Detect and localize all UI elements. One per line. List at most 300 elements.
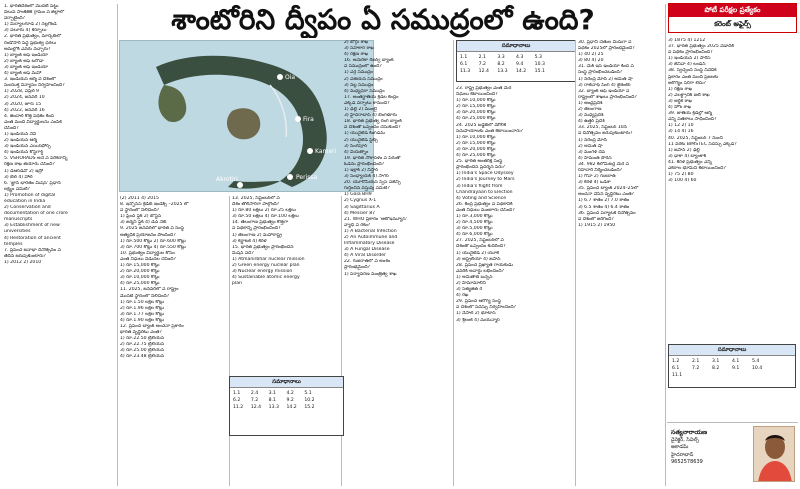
answer-cell xyxy=(322,390,340,397)
question-line: 1) యునైటెడ్ 2) యూకే xyxy=(456,250,499,256)
author-details xyxy=(671,429,751,467)
question-line: దేశం తొలిసారిగా పాల్గొంది? xyxy=(232,202,280,208)
question-line: రెండోసారి పెద్ద ప్రభుత్వ ధరలు xyxy=(4,40,57,46)
map-label: Oia xyxy=(285,74,296,81)
badge-bottom-label: కరెంట్ అఫైర్స్ xyxy=(669,17,796,32)
question-line: documentation of one crore xyxy=(4,211,68,217)
question-line: 3) జెనీవా 4) లండన్ xyxy=(668,62,706,68)
question-line: 1) 40 2) 25 xyxy=(578,52,604,58)
answer-cell: 2.1 xyxy=(692,359,700,364)
question-line: 2) Conservation and xyxy=(4,205,51,211)
question-line: 2) బొగ్గు శాఖ xyxy=(344,40,369,45)
badge-top-label: పోటీ పరీక్షల ప్రత్యేకం xyxy=(669,4,796,17)
question-line: ఎకరాల భూమిని కేటాయించింది? xyxy=(668,165,726,171)
answer-cell xyxy=(692,372,712,379)
question-line: 21. WHO ప్రకారం 'ఆటోఇమ్యూన్' xyxy=(344,216,407,222)
question-line: 1) రూ.10,000 కోట్లు xyxy=(456,98,496,104)
answer-cell xyxy=(772,358,792,365)
question-line: 2) హేమామాలిని xyxy=(456,281,486,286)
question-line: 1) రూ.22.50 ట్రిలియన్ xyxy=(120,336,165,342)
column-3 xyxy=(232,196,340,366)
map-label: Kamari xyxy=(315,148,337,155)
answer-cell xyxy=(732,372,752,379)
answer-cell: 1.1 xyxy=(233,391,241,396)
question-line: ఏ స్థానంలో నిలిచింది? xyxy=(120,208,160,214)
question-line: 3) 6.5 శాతం 4) 6.4 శాతం xyxy=(578,204,630,210)
column-4 xyxy=(344,40,452,486)
question-line: 2) Cygnus X-1 xyxy=(344,198,377,204)
question-line: 31. మేక్ ఇన్ ఇండియా కింద ఏ xyxy=(578,64,634,70)
question-line: 18. భారత ప్రభుత్వ రంగ బ్యాంక్ xyxy=(344,119,402,125)
column-divider xyxy=(229,196,230,486)
answer-cell: 11.2 xyxy=(233,405,244,410)
answer-cell: 6.2 xyxy=(233,398,241,403)
author-phone: 9652578639 xyxy=(671,459,703,465)
question-line: 1) రూ.1.50 లక్షల కోట్లు xyxy=(120,299,165,305)
question-line: 3) మధ్యప్రదేశ్ xyxy=(578,113,604,119)
column-divider xyxy=(575,40,576,486)
question-line: తేదీన జరుపుకుంటారు? xyxy=(4,253,46,259)
question-line: 39. జాతీయ క్రీడల్లో ఆర్మీ xyxy=(668,111,712,117)
question-line: 1) గోవా 2) గుజరాత్ xyxy=(578,174,616,180)
question-line: 3) నల్ల సముద్రం xyxy=(344,82,374,88)
question-line: 32. బ్యాంక్ ఆఫ్ ఇండియా ఏ xyxy=(578,88,630,94)
column-2 xyxy=(120,196,228,486)
answers-box-mid xyxy=(456,40,576,82)
question-line: ప్రకారం ఎంత మంది ప్రజలకు xyxy=(668,74,719,80)
question-line: Inflammatory Disease xyxy=(344,241,395,247)
question-line: 1) ఢిల్లీ 2) ముంబై xyxy=(344,107,377,113)
question-line: 4) హేమంత్ సొరేన్ xyxy=(578,155,612,161)
question-line: 4) Sustainable atomic energy xyxy=(232,275,300,281)
question-line: ఏ దినోత్సవం జరుపుకుంటారు? xyxy=(578,131,633,137)
question-line: universities xyxy=(4,229,31,235)
question-line: 3) రాజ్‌నాథ్ సింగ్ 4) జైశంకర్ xyxy=(578,82,631,88)
answer-cell: 9.4 xyxy=(515,62,524,67)
question-line: 1) మిర్యాలగూడ 2) నల్లగొండ xyxy=(4,22,57,28)
question-line: 1) Gaia BH9 xyxy=(344,192,372,198)
answer-cell: 7.2 xyxy=(250,398,259,403)
answers-box-left xyxy=(229,376,344,436)
page-headline: శాంటోరిని ద్వీపం ఏ సముద్రంలో ఉంది? xyxy=(171,3,595,36)
question-line: నిధులు కేటాయించింది? xyxy=(456,92,498,98)
question-line: సంస్థ ప్రారంభించబడింది? xyxy=(578,70,623,76)
question-line: 25. భారత అంతరిక్ష సంస్థ xyxy=(456,159,503,165)
author-role: డైరెక్టర్, సివిల్స్ xyxy=(671,436,699,443)
question-line: ఎంత నిధులు మంజూరు చేసింది? xyxy=(456,207,515,213)
question-line: 4) మధ్యధరా సముద్రం xyxy=(344,88,385,94)
question-line: ఏ దేశంతో ఒప్పందం చేసుకుంది? xyxy=(344,125,401,131)
question-line: 3) ఏలూరు 4) కర్నూలు xyxy=(4,28,47,34)
question-line: 4) బ్యాంక్ ఆఫ్ మహా xyxy=(4,71,42,77)
question-line: 3) రూ.50 లక్షలు 4) రూ.100 లక్షలు xyxy=(232,214,299,220)
answer-cell: 3.1 xyxy=(268,391,276,396)
santorini-map-image xyxy=(119,40,374,192)
question-line: 17. అంతర్జాతీయ క్రీడల కేంద్రం xyxy=(344,94,399,100)
question-line: 28. ప్రపంచ ప్రఖ్యాత గాయకుడు xyxy=(456,262,514,268)
question-line: 2) బ్యాంక్ ఆఫ్ బరోడా xyxy=(4,58,44,64)
question-line: 27. 2025, సెప్టెంబర్‌లో ఏ xyxy=(456,238,504,244)
question-line: 4. జిందాల్ కొత్త పథకం కింద xyxy=(4,113,54,119)
answer-cell: 11.1 xyxy=(672,373,683,378)
question-line: 4) రూ.25,000 కోట్లు xyxy=(456,116,496,122)
question-line: 2) రూ.15,000 కోట్లు xyxy=(456,104,496,110)
question-line: గుర్తించిన వస్తువు ఏమిటి? xyxy=(344,186,390,192)
question-line: 3) 100 4) 60 xyxy=(668,178,697,184)
answer-cell xyxy=(553,54,572,61)
question-line: 2) ఏజియన్ సముద్రం xyxy=(344,76,383,82)
answer-cell: 3.3 xyxy=(497,55,505,60)
question-line: 1) రూ.10,000 కోట్లు xyxy=(456,134,496,140)
question-line: రక్షణ శాఖ తయారు చేసింది? xyxy=(4,162,55,168)
question-line: 2) తెలంగాణ xyxy=(578,107,602,113)
question-line: temples xyxy=(4,241,23,247)
question-line: 4) Messier 87 xyxy=(344,210,376,216)
question-line: 3) జర్మనీ ఫ్లెక్ 4) డచ్ నెట్ xyxy=(120,220,167,226)
question-line: 2. భారత ప్రభుత్వం, మార్కెట్‌లో xyxy=(4,34,62,40)
question-line: 4) Voting and Science xyxy=(456,195,507,201)
question-line: 3) సింగపూర్ xyxy=(344,143,368,149)
column-divider xyxy=(665,4,666,486)
author-name: సత్యనారాయణ xyxy=(671,429,708,436)
question-line: 3) కర్ణాటక 4) కేరళ xyxy=(232,238,267,244)
column-divider xyxy=(341,196,342,486)
question-line: 8. ఇన్ఫోసిస్ క్రెడిట్ ఇండెక్స్ –2025 లో xyxy=(120,202,189,208)
question-line: 22. గుజరాత్‌లో ఏ అంశం xyxy=(344,259,391,265)
question-line: 2) రూ.4,500 కోట్లు xyxy=(456,220,493,226)
question-line: 3) 2020, జూన్ 15 xyxy=(4,101,42,107)
question-line: సంయుక్త విన్యాసం నిర్వహించింది? xyxy=(4,83,65,89)
question-line: 1) రూ.15,000 కోట్లు xyxy=(120,263,160,269)
question-line: 2) An Autoimmune and xyxy=(344,235,398,240)
question-line: 3) A Fungal Disease xyxy=(344,247,390,253)
question-line: 1) 1915 2) 1950 xyxy=(578,222,616,228)
answer-cell: 12.4 xyxy=(250,405,262,410)
question-line: 3) రూ.700 కోట్లు 4) రూ.550 కోట్లు xyxy=(120,244,186,250)
answer-cell: 10.3 xyxy=(534,62,545,67)
question-line: ఎంత మంది విద్యార్థులను ఎంపిక xyxy=(4,119,62,125)
author-card xyxy=(667,422,798,486)
question-line: 37. భారత ప్రభుత్వం 2025 ఏడాదికి xyxy=(668,44,734,50)
answers-box-right xyxy=(668,344,796,388)
question-line: 4) రూ.23.48 ట్రిలియన్ xyxy=(120,354,165,360)
answer-cell xyxy=(553,61,572,68)
question-line: విలువ సాంకేతిక గ్రామం ఏ జిల్లాలో xyxy=(4,10,65,16)
question-line: 2) యునైటెడ్ స్టేట్స్ xyxy=(344,137,378,143)
question-line: ప్రారంభమైంది? xyxy=(344,265,371,271)
column-divider xyxy=(453,40,454,486)
question-line: 3) ఇండియన్ ఎయిర్‌ఫోర్స్ xyxy=(4,144,51,150)
question-line: 3) ఢాకా 4) బ్యాంకాక్ xyxy=(668,153,707,159)
question-line: 24. 2025 బడ్జెట్‌లో మౌలిక xyxy=(456,122,507,128)
question-line: 1) డీఆర్‌డీవో 2) ఇస్రో xyxy=(4,168,44,174)
question-line: 23. రాష్ట్ర ప్రభుత్వం ఎంత మేర xyxy=(456,86,512,91)
question-line: ఏ పథకాన్ని ప్రారంభించింది? xyxy=(232,226,281,232)
question-line: 11 వరకు BIMSTEC సదస్సు ఎక్కడ? xyxy=(668,141,737,147)
answer-cell: 1.1 xyxy=(460,55,468,60)
question-line: 1) Promotion of digital xyxy=(4,192,56,198)
answer-cell: 4.2 xyxy=(286,391,294,396)
answer-cell: 14.2 xyxy=(286,405,297,410)
question-line: వ్యాధి ఏ రకం? xyxy=(344,222,371,228)
question-line: 12. ప్రపంచ బ్యాంక్ అంచనా ప్రకారం xyxy=(120,323,184,329)
question-line: ఏ సముద్రంలో ఉంది? xyxy=(344,64,382,70)
question-line: 38. స్వచ్ఛంద సంస్థ నివేదిక xyxy=(668,68,717,74)
map-label: Fira xyxy=(303,116,314,123)
question-line: 1) బ్యాంక్ ఆఫ్ ఇండియా xyxy=(4,52,48,58)
column-7 xyxy=(668,38,796,334)
question-line: 29. ప్రపంచ ఆరోగ్య సంస్థ xyxy=(456,299,501,305)
answer-cell: 5.1 xyxy=(304,391,312,396)
question-line: 1) పర్యావరణ మంత్రిత్వ శాఖ xyxy=(344,271,397,277)
question-line: 1) యునైటెడ్ కింగ్‌డమ్ xyxy=(344,131,385,137)
answer-cell: 8.2 xyxy=(712,366,720,371)
question-line: 1) 75 2) 80 xyxy=(668,172,694,178)
map-label: Perissa xyxy=(296,174,318,181)
answer-cell: 9.2 xyxy=(286,398,294,403)
question-line: 3) రూ.5,000 కోట్లు xyxy=(456,226,493,232)
answer-cell: 13.3 xyxy=(497,69,508,74)
question-line: మిషన్ ఏది? xyxy=(232,250,254,256)
question-line: plan xyxy=(232,281,242,287)
answers-grid xyxy=(457,52,575,77)
question-line: 13. 2025, సెప్టెంబర్‌లో ఏ xyxy=(232,196,280,201)
question-line: లక్ష్యం ఏమిటి? xyxy=(4,186,30,192)
question-line: 3) India's flight from xyxy=(456,183,503,189)
question-line: 36. ప్రపంచ పర్యాటక దినోత్సవం xyxy=(578,210,636,216)
question-line: ఎవరికి అవార్డు లభించింది? xyxy=(456,268,505,274)
question-line: ఏ పథకం ప్రారంభించింది? xyxy=(668,50,713,56)
answer-cell: 7.2 xyxy=(478,62,486,67)
question-line: 3) Establishment of new xyxy=(4,223,60,229)
answer-cell: 7.2 xyxy=(692,366,700,371)
question-line: ఎన్ని పతకాలు సాధించింది? xyxy=(668,117,717,123)
question-line: 3) Nuclear energy mission xyxy=(232,269,293,275)
question-line: 2) రూ.22.75 ట్రిలియన్ xyxy=(120,342,165,348)
question-line: (2) 2011 4) 2015 xyxy=(120,196,159,201)
question-line: ఓడను ప్రారంభించింది? xyxy=(344,161,385,167)
question-line: 1) 12 2) 10 xyxy=(668,123,694,129)
answer-cell: 12.4 xyxy=(478,69,489,74)
question-line: 6. 'జ్ఞాన భారతం మిషన్' ప్రధాన xyxy=(4,180,61,186)
answers-grid xyxy=(230,388,343,413)
question-line: 3) సంధ్యాయక్ 4) సాగర్ xyxy=(344,174,389,180)
question-line: 1) జపాన్ 2) ఢిల్లీ xyxy=(668,147,700,153)
answer-cell xyxy=(322,397,340,404)
question-line: ఆరోగ్యం సరిగా లేదు? xyxy=(668,80,706,86)
column-6 xyxy=(578,40,664,486)
answers-grid xyxy=(669,356,795,381)
answer-cell: 15.2 xyxy=(304,405,315,410)
question-line: 1) A Bacterial Infection xyxy=(344,228,397,234)
question-line: 1) 6.7 శాతం 2) 7.0 శాతం xyxy=(578,198,630,204)
question-line: ఎక్కడ ఏర్పాటు కానుంది? xyxy=(344,100,390,106)
answer-cell: 10.2 xyxy=(304,398,315,403)
question-line: ఏర్పాటైంది? xyxy=(4,16,26,22)
question-line: 4) వియత్నాం xyxy=(344,149,369,155)
question-line: Chandrayaan to Election xyxy=(456,189,513,195)
question-line: manuscripts xyxy=(4,217,33,223)
question-line: 1) ఆంధ్రప్రదేశ్ xyxy=(578,100,603,106)
question-line: 1) రూ.3,000 కోట్లు xyxy=(456,213,493,219)
question-line: పథకం 2025లో ప్రారంభమైంది? xyxy=(578,46,635,52)
question-line: 3) బెల్ 4) హాల్ xyxy=(4,174,33,180)
question-line: 3. ఇండియన్ ఆర్మీ ఏ దేశంలో xyxy=(4,77,56,83)
answer-cell xyxy=(772,372,792,379)
question-line: 3) సహకార శాఖ xyxy=(344,46,374,52)
question-line: 4) Restoration of ancient xyxy=(4,235,61,241)
question-line: 1) Atmanirbhar nuclear mission xyxy=(232,256,305,262)
question-line: 15. భారత ప్రభుత్వం ప్రారంభించిన xyxy=(232,244,294,250)
question-line: 40. 2025, సెప్టెంబర్ 7 నుంచి xyxy=(668,135,723,141)
question-line: ప్రారంభించిన ప్రదర్శన పేరు? xyxy=(456,165,506,171)
question-line: 3) కేరళ 4) ఒడిశా xyxy=(578,180,611,186)
answer-cell: 8.1 xyxy=(268,398,276,403)
question-line: 3) ఆర్థిక శాఖ xyxy=(668,98,692,104)
question-line: 41. కేరళ ప్రభుత్వం ఎన్ని xyxy=(668,159,713,165)
question-line: ఏ దేశంలో జరిగింది? xyxy=(578,216,614,222)
question-line: 35. ప్రపంచ బ్యాంక్ 2024–25లో xyxy=(578,186,639,192)
question-line: 3) 1875 4) 1212 xyxy=(668,38,706,43)
question-line: 1) రూ.80 లక్షలు 2) రూ.25 లక్షలు xyxy=(232,208,296,214)
answer-cell: 14.2 xyxy=(515,69,527,74)
question-line: 2) ఎలక్ట్రానిక్ ఐటీ శాఖ xyxy=(668,92,710,98)
question-line: 1) రూ.500 కోట్లు 2) రూ.600 కోట్లు xyxy=(120,238,186,244)
answer-cell: 2.4 xyxy=(250,391,259,396)
question-line: 34. 982 కిలోమీటర్ల మేర ఏ xyxy=(578,161,629,167)
question-line: అత్యధిక ప్రయోజనం పొందింది? xyxy=(120,232,176,238)
question-line: 3) శ్రీలంక 4) మయన్మార్ xyxy=(456,317,500,323)
question-line: 20. యూరోపియన్ స్పేస్ ఏజెన్సీ xyxy=(344,180,401,186)
question-line: 1) తెలంగాణ 2) మహారాష్ట్ర xyxy=(232,232,282,238)
question-line: 3) రూ.20,000 కోట్లు xyxy=(456,110,496,116)
question-line: ఏ దేశంలో సదస్సు నిర్వహించింది? xyxy=(456,305,517,311)
question-line: 3) రూ.1.77 లక్షల కోట్లు xyxy=(120,311,165,317)
question-line: 2) 2024, జనవరి 10 xyxy=(4,95,45,101)
question-line: 1) 2012 2) 2010 xyxy=(4,259,42,265)
question-line: 4) 2022, జనవరి 16 xyxy=(4,107,45,113)
answer-cell xyxy=(712,372,732,379)
question-line: 3) బ్యాంక్ ఆఫ్ ఇండియా xyxy=(4,64,48,70)
answer-cell: 8.2 xyxy=(497,62,505,67)
question-line: 1) ఇండియన్ నేవీ xyxy=(4,131,37,137)
question-line: 4) రూ.6,000 కోట్లు xyxy=(456,232,493,238)
question-line: 3) హైదరాబాద్ 4) బెంగళూరు xyxy=(344,113,398,119)
question-line: 4) ఉత్తర్ ప్రదేశ్ xyxy=(578,119,605,125)
answers-title: సమాధానాలు xyxy=(457,41,575,52)
question-line: 4) రూ.25,000 కోట్లు xyxy=(456,153,496,159)
question-line: 30. ప్రధాని చేతుల మీదుగా ఏ xyxy=(578,40,632,45)
column-5 xyxy=(456,86,572,486)
question-line: 3) రూ.20,000 కోట్లు xyxy=(456,146,496,152)
question-line: 1) ఫ్రెంచ్ ఫ్లెక్ 2) బోస్టన్ xyxy=(120,214,162,220)
question-line: 1) India's Space Odyssey xyxy=(456,171,514,177)
question-line: 2) India's Journey to Mars xyxy=(456,177,515,183)
question-line: 4) రూ.1.90 లక్షల కోట్లు xyxy=(120,317,165,323)
question-line: 2) రూ.20,000 కోట్లు xyxy=(120,269,160,275)
question-line: 2) అమిత్ షా xyxy=(578,143,603,149)
question-line: 4) రూ.25,000 కోట్లు xyxy=(120,281,160,287)
question-line: 1) ఇక్షాక్ 2) నిస్తార్ xyxy=(344,167,379,173)
answer-cell: 5.3 xyxy=(534,55,542,60)
question-line: 2) ఇండియన్ ఆర్మీ xyxy=(4,138,38,144)
answer-cell: 4.1 xyxy=(732,359,740,364)
question-line: 2) రూ.15,000 కోట్లు xyxy=(456,140,496,146)
question-line: 3) ఆస్ట్రేలియా 4) జపాన్ xyxy=(456,256,501,262)
question-line: అమల్లోకి ఎవరు వచ్చారు? xyxy=(4,46,51,52)
question-line: 3) మంగళ్ దేవ్ xyxy=(578,149,605,155)
question-line: 3) Sagittarius A xyxy=(344,204,380,210)
question-line: రహదారి నిర్మించబడింది? xyxy=(578,167,623,173)
question-line: 19. భారత నౌకాదళం ఏ పేరుతో xyxy=(344,155,401,161)
question-line: 4) A Viral Disorder xyxy=(344,253,386,259)
question-line: 2) రూ.1.96 లక్షల కోట్లు xyxy=(120,305,165,311)
answer-cell: 4.3 xyxy=(515,55,524,60)
question-line: 3) రూ.10,000 కోట్లు xyxy=(120,275,160,281)
question-line: 4) ఇండియన్ కోస్ట్‌గార్డ్ xyxy=(4,150,44,156)
question-line: 3) రూ.25.00 ట్రిలియన్ xyxy=(120,348,165,354)
question-line: 1) 2028, ఏప్రిల్ 9 xyxy=(4,89,39,95)
question-line: 1) నరేంద్ర మోదీ xyxy=(578,137,607,143)
answer-cell xyxy=(752,372,772,379)
question-line: 3) సత్యజిత్ రే xyxy=(456,287,483,293)
question-line: దేశంతో ఒప్పందం కుదిరింది? xyxy=(456,244,506,250)
column-1 xyxy=(4,4,116,486)
question-line: 14. తెలంగాణ ప్రభుత్వం కొత్తగా xyxy=(232,220,289,226)
question-line: సదుపాయాలకు ఎంత కేటాయించారు? xyxy=(456,128,523,134)
question-line: 16. అమెరికా రిజర్వ్ బ్యాంక్ xyxy=(344,58,394,64)
answer-cell: 15.1 xyxy=(534,69,545,74)
answer-cell xyxy=(772,365,792,372)
answer-cell: 13.3 xyxy=(268,405,279,410)
author-city: హైదరాబాద్ xyxy=(671,451,694,458)
answer-cell: 6.1 xyxy=(460,62,468,67)
question-line: రాష్ట్రంలో శాఖలు ప్రారంభించింది? xyxy=(578,94,637,100)
question-line: భారత వృద్ధిరేటు ఎంత? xyxy=(120,330,162,336)
question-line: మొదటి స్థానంలో నిలిచింది? xyxy=(120,293,170,299)
answer-cell: 6.1 xyxy=(672,366,680,371)
question-line: 1) ఇండియన్ 2) పారిస్ xyxy=(668,56,711,62)
answer-cell xyxy=(553,68,572,75)
question-line: 4) రక్షణ శాఖ xyxy=(344,52,369,58)
question-line: ఎంత నిధులు విడుదల చేసింది? xyxy=(120,256,176,262)
answer-cell: 11.3 xyxy=(460,69,471,74)
answer-cell xyxy=(322,404,340,411)
question-line: 4) రేఖ xyxy=(456,293,469,299)
question-line: 3) 14 4) 16 xyxy=(668,129,694,135)
answer-cell: 5.4 xyxy=(752,359,760,364)
question-line: 1) నరేంద్ర మోదీ 2) అమిత్ షా xyxy=(578,76,633,82)
answer-cell: 1.2 xyxy=(672,359,680,364)
answer-cell: 10.4 xyxy=(752,366,763,371)
question-line: 1) ఎర్ర సముద్రం xyxy=(344,70,373,76)
answers-title: సమాధానాలు xyxy=(669,345,795,356)
map-label: Akrotiri xyxy=(216,176,238,183)
question-line: 10. ప్రభుత్వం విద్యార్థుల కోసం xyxy=(120,250,175,256)
question-line: 26. కేంద్ర ప్రభుత్వం ఏ పథకానికి xyxy=(456,201,513,207)
answer-cell: 9.1 xyxy=(732,366,740,371)
question-line: 9. 2025 జనవరిలో భారత ఏ సంస్థ xyxy=(120,226,184,232)
answer-cell: 3.1 xyxy=(712,359,720,364)
question-line: 7. ప్రపంచ జనాభా దినోత్సవం ఏ xyxy=(4,247,61,253)
question-line: 11. 2025, జనవరిలో ఏ రాష్ట్రం xyxy=(120,287,179,293)
answers-title: సమాధానాలు xyxy=(230,377,343,388)
question-line: 4) హోం శాఖ xyxy=(668,105,692,111)
section-badge xyxy=(668,3,797,33)
question-line: education in India xyxy=(4,199,46,204)
answer-cell: 2.1 xyxy=(478,55,486,60)
column-divider xyxy=(117,4,118,486)
